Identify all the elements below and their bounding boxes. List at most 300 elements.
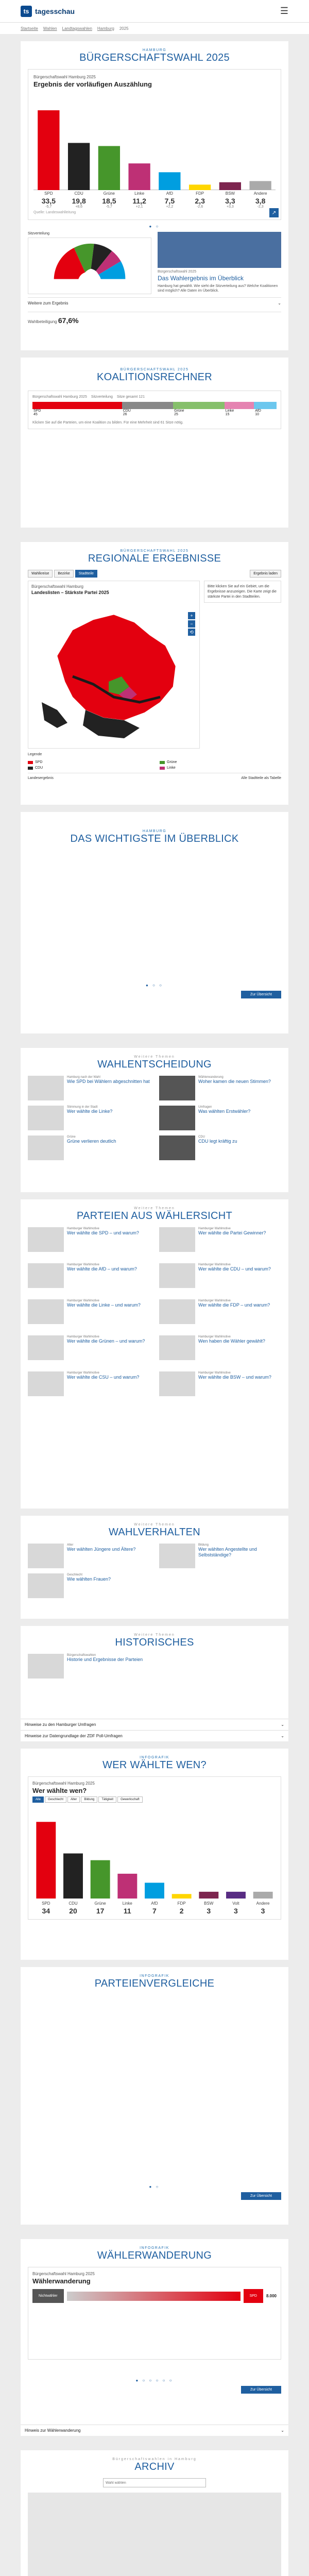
migration-section — [21, 2239, 288, 2425]
section-kicker: INFOGRAFIK — [140, 1974, 169, 1978]
bar-value: 7,5 — [164, 197, 175, 205]
bar-value: 34 — [42, 1907, 50, 1915]
breadcrumb-item[interactable]: Landtagswahlen — [62, 26, 92, 31]
logo[interactable] — [21, 6, 75, 17]
carousel-dots[interactable]: ● ○ — [149, 224, 160, 229]
bar-labels — [33, 190, 276, 197]
article-kicker: Stimmung in der Stadt — [67, 1106, 98, 1109]
migration-button[interactable]: Zur Übersicht — [241, 2386, 281, 2394]
section-title: WER WÄHLTE WEN? — [102, 1759, 207, 1771]
bar-value: 11 — [123, 1907, 131, 1915]
teaser-title[interactable]: Das Wahlergebnis im Überblick — [158, 275, 244, 282]
chevron-down-icon: ⌄ — [281, 2428, 284, 2433]
section-title: PARTEIEN AUS WÄHLERSICHT — [76, 1210, 233, 1222]
article-image[interactable] — [159, 1263, 195, 1288]
article-teaser[interactable] — [28, 1299, 150, 1324]
zoom-out-icon[interactable]: − — [188, 620, 195, 628]
article-kicker: Hamburger Wahlmotive — [198, 1227, 231, 1230]
article-title[interactable]: Wer wählte die Grünen – und warum? — [67, 1338, 145, 1344]
article-image[interactable] — [28, 1076, 64, 1100]
bar-diff: +2,1 — [135, 205, 143, 209]
map-wrap — [28, 581, 281, 749]
article-image[interactable] — [159, 1136, 195, 1160]
article-teaser[interactable] — [28, 1544, 150, 1568]
bar-value: 17 — [96, 1907, 105, 1915]
migration-hint-link[interactable] — [21, 2425, 288, 2436]
coalition-segment[interactable] — [254, 402, 277, 419]
article-title[interactable]: Grüne verlieren deutlich — [67, 1139, 116, 1144]
coalition-party: Linke — [225, 409, 234, 413]
accordion-label: Weitere zum Ergebnis — [28, 301, 68, 306]
bar-value: 3,8 — [255, 197, 266, 205]
bar-label: AfD — [151, 1901, 158, 1906]
article-image[interactable] — [28, 1371, 64, 1396]
who-voted-bar-svg — [32, 1806, 277, 1899]
who-voted-filter-button[interactable]: Tätigkeit — [98, 1797, 116, 1803]
coalition-election[interactable]: Bürgerschaftswahl Hamburg 2025 — [32, 395, 87, 399]
article-image[interactable] — [28, 1573, 64, 1598]
teaser-kicker: Bürgerschaftswahl 2025 — [158, 270, 197, 274]
decision-articles — [28, 1076, 281, 1160]
map-district-north[interactable] — [57, 615, 176, 720]
bar-diff: -5,7 — [106, 205, 112, 209]
turnout — [28, 312, 281, 325]
section-title: ARCHIV — [134, 2461, 175, 2472]
legend-item — [160, 760, 281, 764]
section-kicker: Weitere Themen — [134, 1523, 175, 1527]
migration-flow — [32, 2289, 277, 2303]
tab-bezirke[interactable]: Bezirke — [54, 570, 73, 578]
bar-value: 3 — [234, 1907, 238, 1915]
article-title[interactable]: Wer wählten Angestellte und Selbstständige? — [198, 1547, 257, 1557]
carousel-dots[interactable]: ● ○ — [149, 2184, 160, 2189]
hint-link-label: Hinweis zur Wählerwanderung — [25, 2428, 81, 2433]
bar-diff: -5,7 — [45, 205, 52, 209]
article-title[interactable]: Wer wählte die Partei Gewinner? — [198, 1230, 266, 1235]
bar-label: Linke — [122, 1901, 132, 1906]
section-kicker: Weitere Themen — [134, 1055, 175, 1059]
bar-value: 3,3 — [225, 197, 235, 205]
hint-link-label: Hinweise zur Datengrundlage der ZDF Poll-Umfragen — [25, 1734, 123, 1738]
bar-label: AfD — [166, 191, 174, 196]
article-title[interactable]: Wer wählte die BSW – und warum? — [198, 1375, 271, 1380]
article-image[interactable] — [28, 1263, 64, 1288]
legend-swatch — [28, 767, 33, 770]
bar-label: SPD — [44, 191, 53, 196]
article-teaser[interactable] — [28, 1335, 150, 1360]
bar-diff: -2,3 — [257, 205, 264, 209]
article-title[interactable]: Wer wählte die FDP – und warum? — [198, 1302, 270, 1308]
who-voted-filter-button[interactable]: Gewerkschaft — [117, 1797, 143, 1803]
article-title[interactable]: Wer wählte die CSU – und warum? — [67, 1375, 140, 1380]
map-panel — [28, 581, 200, 749]
section-kicker: INFOGRAFIK — [140, 1756, 169, 1759]
bar-diff: -2,6 — [197, 205, 203, 209]
who-voted-bar[interactable] — [91, 1860, 110, 1899]
bar-label: Volt — [232, 1901, 239, 1906]
map-zoom — [188, 612, 195, 636]
result-bar[interactable] — [38, 110, 59, 190]
article-title[interactable]: Wer wählte die Linke – und warum? — [67, 1302, 141, 1308]
seat-distribution-chart — [28, 238, 151, 294]
who-voted-bar[interactable] — [226, 1892, 246, 1899]
map-district-west[interactable] — [42, 702, 67, 728]
who-voted-bar[interactable] — [199, 1892, 218, 1899]
article-image[interactable] — [159, 1106, 195, 1130]
article-teaser[interactable] — [159, 1544, 281, 1568]
bar-diff: +3,3 — [226, 205, 234, 209]
migration-title: Wählerwanderung — [32, 2277, 91, 2285]
article-title[interactable]: Wer wählte die SPD – und warum? — [67, 1230, 139, 1235]
bar-value: 3 — [207, 1907, 211, 1915]
article-title[interactable]: Wer wählte die Linke? — [67, 1109, 113, 1114]
legend-title: Legende — [28, 753, 42, 756]
article-kicker: Hamburger Wahlmotive — [198, 1335, 231, 1338]
article-teaser[interactable] — [28, 1263, 150, 1288]
logo-mark: ts — [21, 6, 32, 17]
article-teaser[interactable] — [159, 1136, 281, 1160]
section-kicker: HAMBURG — [142, 48, 167, 52]
coalition-seats: 45 — [33, 413, 38, 416]
turnout-label: Wahlbeteiligung — [28, 319, 57, 324]
share-icon[interactable]: ↗ — [269, 208, 279, 217]
bar-value: 11,2 — [132, 197, 146, 205]
article-teaser[interactable] — [159, 1299, 281, 1324]
article-teaser[interactable] — [28, 1136, 150, 1160]
coalition-segment[interactable] — [225, 402, 254, 419]
legend-label: Grüne — [167, 760, 177, 764]
coalition-segment[interactable] — [32, 402, 122, 419]
article-image[interactable] — [28, 1106, 64, 1130]
bar-value: 18,5 — [102, 197, 116, 205]
who-voted-bar[interactable] — [117, 1874, 137, 1899]
hamburger-menu-icon[interactable]: ☰ — [280, 6, 288, 16]
coalition-total: Sitze gesamt 121 — [116, 395, 145, 399]
turnout-value: 67,6% — [58, 316, 79, 325]
parties-section — [21, 1199, 288, 1509]
legend-item — [28, 760, 149, 764]
tab-wahlkreise[interactable]: Wahlkreise — [28, 570, 53, 578]
logo-text: tagesschau — [35, 7, 75, 15]
reset-icon[interactable]: ⟲ — [188, 629, 195, 636]
who-voted-subtitle: Bürgerschaftswahl Hamburg 2025 — [32, 1781, 95, 1786]
who-voted-filter-button[interactable]: Alter — [67, 1797, 80, 1803]
article-title[interactable]: Wen haben die Wähler gewählt? — [198, 1338, 265, 1344]
coalition-seats: 25 — [174, 413, 178, 416]
article-image[interactable] — [28, 1654, 64, 1679]
result-teasers — [28, 232, 281, 294]
hint-link[interactable] — [21, 1730, 288, 1741]
carousel-dots[interactable]: ● ○ ○ — [146, 983, 163, 988]
coalition-party: AfD — [255, 409, 261, 413]
coalition-selectors — [32, 395, 277, 399]
article-title[interactable]: Wie wählten Frauen? — [67, 1577, 111, 1582]
bar-label: Grüne — [103, 191, 115, 196]
article-kicker: Hamburg nach der Wahl — [67, 1076, 100, 1079]
map-title: Landeslisten – Stärkste Partei 2025 — [31, 590, 109, 595]
compare-carousel — [28, 1995, 281, 2180]
behaviour-section — [21, 1516, 288, 1619]
article-image[interactable] — [159, 1544, 195, 1568]
bar-label: SPD — [42, 1901, 50, 1906]
section-title: BÜRGERSCHAFTSWAHL 2025 — [79, 52, 230, 63]
parties-articles — [28, 1227, 281, 1396]
coalition-bar — [32, 402, 277, 419]
archive-content — [28, 2493, 281, 2576]
breadcrumb-item[interactable]: Wahlen — [43, 26, 57, 31]
coalition-segment[interactable] — [122, 402, 173, 419]
article-teaser[interactable] — [159, 1335, 281, 1360]
who-voted-bar[interactable] — [145, 1883, 164, 1899]
map-subtitle: Bürgerschaftswahl Hamburg — [31, 584, 83, 589]
bar-label: Grüne — [94, 1901, 106, 1906]
section-kicker: BÜRGERSCHAFTSWAHL 2025 — [120, 368, 189, 371]
section-title: HISTORISCHES — [115, 1637, 194, 1648]
chevron-down-icon: ⌄ — [281, 1734, 284, 1738]
carousel-dots[interactable]: ● ○ ○ ○ ○ ○ — [135, 2378, 174, 2383]
result-bar-chart — [33, 92, 276, 190]
migration-to[interactable]: SPD — [244, 2289, 263, 2303]
coalition-seats: 26 — [123, 413, 127, 416]
article-kicker: Wählerwanderung — [198, 1076, 224, 1079]
migration-panel — [28, 2267, 281, 2360]
article-image[interactable] — [28, 1136, 64, 1160]
result-bar[interactable] — [219, 182, 241, 190]
bar-value: 7 — [152, 1907, 157, 1915]
election-result-section — [21, 41, 288, 350]
result-bar[interactable] — [68, 143, 90, 190]
bar-label: Andere — [256, 1901, 270, 1906]
breadcrumb-item[interactable]: Hamburg — [97, 26, 114, 31]
legend-swatch — [160, 761, 165, 764]
bar-value: 3 — [261, 1907, 265, 1915]
legend-item — [28, 766, 149, 770]
chart-source: Quelle: Landeswahlleitung — [33, 211, 76, 214]
article-kicker: Geschlecht — [67, 1573, 83, 1577]
article-kicker: Bildung — [198, 1544, 209, 1547]
hamburg-map[interactable] — [31, 599, 196, 743]
chart-subtitle: Bürgerschaftswahl Hamburg 2025 — [33, 75, 96, 79]
who-voted-filters — [32, 1797, 277, 1803]
coalition-segment[interactable] — [173, 402, 224, 419]
overview-section — [21, 812, 288, 1033]
article-kicker: Hamburger Wahlmotive — [67, 1371, 99, 1375]
compare-button[interactable]: Zur Übersicht — [241, 2192, 281, 2200]
bar-diff: +2,2 — [166, 205, 174, 209]
coalition-mode[interactable]: Sitzverteilung — [91, 395, 113, 399]
who-voted-values — [32, 1907, 277, 1915]
section-kicker: INFOGRAFIK — [140, 2246, 169, 2250]
article-title[interactable]: Wer wählte die CDU – und warum? — [198, 1266, 271, 1272]
section-title: WAHLENTSCHEIDUNG — [97, 1059, 212, 1070]
article-title[interactable]: Wer wählte die AfD – und warum? — [67, 1266, 137, 1272]
hint-link-label: Hinweise zu den Hamburger Umfragen — [25, 1722, 96, 1727]
who-voted-section — [21, 1749, 288, 1960]
site-header — [0, 0, 309, 23]
tab-stadtteile[interactable]: Stadtteile — [75, 570, 97, 578]
coalition-hint: Klicken Sie auf die Parteien, um eine Koalition zu bilden. Für eine Mehrheit sind 61 Sitze nötig. — [32, 421, 184, 425]
article-kicker: Hamburger Wahlmotive — [198, 1299, 231, 1302]
results-accordion[interactable] — [28, 297, 281, 309]
coalition-party: CDU — [123, 409, 131, 413]
who-voted-labels — [32, 1900, 277, 1907]
hint-link[interactable] — [21, 1719, 288, 1730]
bar-label: Andere — [253, 191, 267, 196]
article-kicker: Grüne — [67, 1136, 76, 1139]
article-kicker: Umfragen — [198, 1106, 212, 1109]
article-teaser[interactable] — [28, 1573, 150, 1598]
who-voted-filter-button[interactable]: Bildung — [81, 1797, 97, 1803]
chevron-down-icon: ⌄ — [278, 301, 281, 306]
bar-value: 2 — [179, 1907, 184, 1915]
breadcrumb — [0, 23, 309, 34]
section-kicker: Weitere Themen — [134, 1207, 175, 1210]
coalition-panel — [28, 391, 281, 429]
section-title: PARTEIENVERGLEICHE — [94, 1978, 215, 1989]
bar-value: 20 — [69, 1907, 77, 1915]
chevron-down-icon: ⌄ — [281, 1722, 284, 1727]
article-teaser[interactable] — [28, 1227, 150, 1252]
article-image[interactable] — [28, 1335, 64, 1360]
article-title[interactable]: Was wählten Erstwähler? — [198, 1109, 251, 1114]
teaser-image[interactable] — [158, 232, 281, 268]
article-title[interactable]: Wer wählten Jüngere und Ältere? — [67, 1547, 136, 1552]
article-teaser[interactable] — [159, 1076, 281, 1100]
result-bar[interactable] — [249, 181, 271, 190]
article-image[interactable] — [159, 1335, 195, 1360]
section-title: KOALITIONSRECHNER — [96, 371, 213, 383]
overview-carousel — [28, 850, 281, 979]
article-teaser[interactable] — [159, 1263, 281, 1288]
article-title[interactable]: Historie und Ergebnisse der Parteien — [67, 1657, 143, 1662]
bar-label: CDU — [68, 1901, 78, 1906]
section-kicker: BÜRGERSCHAFTSWAHL 2025 — [120, 549, 189, 553]
coalition-section — [21, 358, 288, 528]
article-teaser[interactable] — [28, 1076, 150, 1100]
result-bar-svg — [33, 92, 276, 190]
result-bar[interactable] — [189, 184, 211, 190]
who-voted-title: Wer wählte wen? — [32, 1787, 87, 1794]
behaviour-articles — [28, 1544, 281, 1598]
legend-swatch — [28, 761, 33, 764]
bar-values — [33, 197, 276, 205]
article-kicker: Bürgerschaftswahlen — [67, 1654, 96, 1657]
who-voted-bar[interactable] — [36, 1822, 56, 1899]
article-image[interactable] — [28, 1544, 64, 1568]
article-title[interactable]: Woher kamen die neuen Stimmen? — [198, 1079, 271, 1084]
who-voted-bar[interactable] — [63, 1854, 83, 1899]
article-teaser[interactable] — [159, 1106, 281, 1130]
result-chart-panel — [28, 69, 281, 220]
bar-value: 19,8 — [72, 197, 86, 205]
migration-from[interactable]: Nichtwähler — [32, 2289, 64, 2303]
result-bar[interactable] — [159, 172, 180, 190]
legend-label: SPD — [35, 760, 43, 764]
bar-diffs — [33, 205, 276, 209]
article-kicker: Hamburger Wahlmotive — [67, 1335, 99, 1338]
article-title[interactable]: Wie SPD bei Wählern abgeschnitten hat — [67, 1079, 150, 1084]
load-results-button[interactable]: Ergebnis laden — [250, 570, 281, 578]
section-title: WÄHLERWANDERUNG — [97, 2250, 212, 2261]
legend-swatch — [160, 767, 165, 770]
article-teaser[interactable] — [159, 1227, 281, 1252]
archive-section — [21, 2450, 288, 2576]
section-kicker: Weitere Themen — [134, 1633, 175, 1637]
bar-label: FDP — [196, 191, 204, 196]
regional-tabs — [28, 570, 281, 578]
article-teaser[interactable] — [159, 1371, 281, 1396]
article-image[interactable] — [159, 1299, 195, 1324]
article-teaser[interactable] — [28, 1371, 150, 1396]
article-image[interactable] — [28, 1227, 64, 1252]
decision-section — [21, 1048, 288, 1192]
article-kicker: Hamburger Wahlmotive — [198, 1371, 231, 1375]
history-article[interactable] — [28, 1654, 281, 1679]
teaser-text: Hamburg hat gewählt. Wie sieht die Sitzverteilung aus? Welche Koalitionen sind möglich? Alle Daten im Überblick. — [158, 284, 278, 293]
article-image[interactable] — [28, 1299, 64, 1324]
regional-footer-left[interactable]: Landesergebnis — [28, 776, 54, 780]
article-kicker: Hamburger Wahlmotive — [67, 1263, 99, 1266]
legend-item — [160, 766, 281, 770]
overview-button[interactable]: Zur Übersicht — [241, 991, 281, 998]
bar-diff: +8,6 — [75, 205, 83, 209]
section-title: REGIONALE ERGEBNISSE — [88, 553, 221, 564]
regional-footer — [28, 773, 281, 783]
legend-label: CDU — [35, 766, 43, 770]
archive-select[interactable] — [103, 2478, 206, 2487]
regional-section — [21, 542, 288, 805]
article-teaser[interactable] — [28, 1106, 150, 1130]
result-bar[interactable] — [128, 163, 150, 190]
map-info: Bitte klicken Sie auf ein Gebiet, um die Ergebnisse anzuzeigen. Die Karte zeigt die stärkste Partei in den Stadtteilen. — [204, 581, 281, 603]
who-voted-filter-button[interactable]: Alle — [32, 1797, 44, 1803]
article-image[interactable] — [159, 1227, 195, 1252]
bar-label: BSW — [204, 1901, 214, 1906]
seat-arc-svg — [31, 241, 148, 281]
who-voted-panel — [28, 1776, 281, 1920]
bar-label: Linke — [134, 191, 145, 196]
result-bar[interactable] — [98, 146, 120, 190]
section-title: WAHLVERHALTEN — [108, 1527, 200, 1538]
legend-label: Linke — [167, 766, 176, 770]
migration-arrow — [67, 2292, 241, 2301]
article-title[interactable]: CDU legt kräftig zu — [198, 1139, 237, 1144]
who-voted-bar[interactable] — [172, 1894, 192, 1899]
article-kicker: CDU — [198, 1136, 205, 1139]
article-image[interactable] — [159, 1076, 195, 1100]
who-voted-filter-button[interactable]: Geschlecht — [45, 1797, 66, 1803]
breadcrumb-item[interactable]: Startseite — [21, 26, 38, 31]
coalition-party: Grüne — [174, 409, 184, 413]
regional-footer-right[interactable]: Alle Stadtteile als Tabelle — [241, 776, 281, 780]
bar-label: CDU — [74, 191, 83, 196]
article-kicker: Hamburger Wahlmotive — [67, 1299, 99, 1302]
migration-subtitle: Bürgerschaftswahl Hamburg 2025 — [32, 2272, 95, 2276]
article-kicker: Hamburger Wahlmotive — [198, 1263, 231, 1266]
article-image[interactable] — [159, 1371, 195, 1396]
compare-section — [21, 1967, 288, 2225]
who-voted-bar[interactable] — [253, 1892, 273, 1899]
migration-value: 8.000 — [266, 2294, 277, 2298]
coalition-party: SPD — [33, 409, 41, 413]
bar-value: 2,3 — [195, 197, 205, 205]
section-kicker: Bürgerschaftswahlen in Hamburg — [112, 2458, 197, 2461]
coalition-seats: 10 — [255, 413, 260, 416]
zoom-in-icon[interactable]: + — [188, 612, 195, 619]
seats-title: Sitzverteilung — [28, 232, 50, 235]
bar-label: FDP — [177, 1901, 186, 1906]
chart-title: Ergebnis der vorläufigen Auszählung — [33, 80, 152, 88]
